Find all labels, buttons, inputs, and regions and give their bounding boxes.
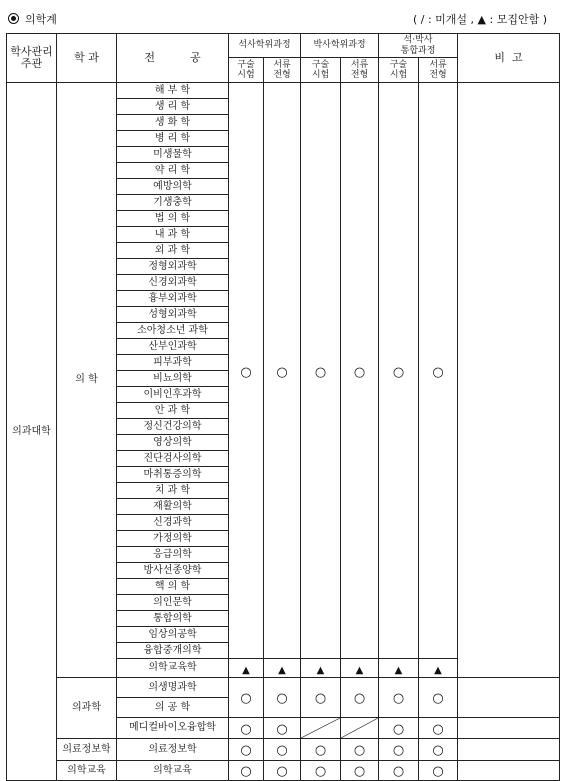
major-cell: 재활의학 [117,499,229,515]
header-doc: 서류 전형 [419,58,458,83]
major-cell: 이비인후과학 [117,387,229,403]
mark-cell [419,677,458,717]
major-cell: 내 과 학 [117,227,229,243]
major-cell: 응급의학 [117,547,229,563]
major-cell: 법 의 학 [117,211,229,227]
major-cell: 외 과 학 [117,243,229,259]
open-mark: ○ [276,764,288,780]
mark-cell [341,738,379,760]
major-cell: 의인문학 [117,595,229,611]
dept-mededu: 의학교육 [57,760,117,780]
mark-cell [379,760,419,780]
major-cell: 신경과학 [117,515,229,531]
header-dept: 학 과 [57,34,117,83]
open-mark: ○ [240,364,252,380]
mark-cell [264,717,301,738]
open-mark: ○ [432,364,444,380]
header-integrated: 석·박사 통합과정 [379,34,458,58]
mark-cell [379,677,419,717]
not-recruiting-mark: ▲ [242,665,250,676]
header-masters: 석사학위과정 [229,34,301,58]
open-mark: ○ [392,764,405,780]
major-cell: 생 화 학 [117,115,229,131]
slash-icon [341,718,378,738]
header-doc: 서류 전형 [341,58,379,83]
open-mark: ○ [276,691,288,707]
page-heading [8,8,557,28]
note-cell [458,677,560,717]
note-cell [458,717,560,738]
mark-cell [229,738,264,760]
major-cell: 진단검사의학 [117,451,229,467]
mark-cell [341,677,379,717]
section-title-text: 의학계 [25,13,57,26]
mark-cell [341,659,379,678]
header-oral: 구술 시험 [229,58,264,83]
major-cell: 의학교육 [117,760,229,780]
not-recruiting-mark: ▲ [278,665,286,676]
major-cell: 가정의학 [117,531,229,547]
mark-cell [379,83,419,659]
major-cell: 피부과학 [117,355,229,371]
mark-cell [341,83,379,659]
major-cell: 예방의학 [117,179,229,195]
college-cell: 의과대학 [7,83,57,781]
mark-cell [301,677,341,717]
mark-cell [264,659,301,678]
dept-medsci: 의과학 [57,677,117,738]
not-offered-cell [341,717,379,738]
not-recruiting-mark: ▲ [355,665,364,676]
open-mark: ○ [432,691,444,707]
open-mark: ○ [240,691,252,707]
mark-cell [229,677,264,717]
mark-cell [419,760,458,780]
major-cell: 약 리 학 [117,163,229,179]
major-cell: 소아청소년 과학 [117,323,229,339]
major-cell: 마취통증의학 [117,467,229,483]
mark-cell [229,83,264,659]
open-mark: ○ [392,721,405,737]
major-cell: 정신건강의학 [117,419,229,435]
open-mark: ○ [432,721,444,737]
open-mark: ○ [353,743,366,759]
open-mark: ○ [240,721,252,737]
header-admin: 학사관리 주관 [7,34,57,83]
open-mark: ○ [276,364,288,380]
not-recruiting-mark: ▲ [434,665,442,676]
not-recruiting-mark: ▲ [394,665,403,676]
mark-cell [419,717,458,738]
open-mark: ○ [353,364,366,380]
mark-cell [264,677,301,717]
mark-cell [301,659,341,678]
open-mark: ○ [276,721,288,737]
admission-table [6,33,560,781]
major-cell: 흉부외과학 [117,291,229,307]
open-mark: ○ [314,364,327,380]
note-cell [458,738,560,760]
mark-cell [301,738,341,760]
open-mark: ○ [314,743,327,759]
major-cell: 융합중개의학 [117,643,229,659]
mark-cell [379,717,419,738]
major-cell: 핵 의 학 [117,579,229,595]
open-mark: ○ [353,691,366,707]
major-cell: 해 부 학 [117,83,229,99]
major-cell: 메디컬바이오융합학 [117,717,229,738]
mark-cell [419,659,458,678]
not-recruiting-mark: ▲ [316,665,325,676]
major-cell: 의생명과학 [117,677,229,697]
major-cell: 성형외과학 [117,307,229,323]
major-cell: 미생물학 [117,147,229,163]
mark-cell [264,738,301,760]
mark-cell [264,83,301,659]
open-mark: ○ [276,743,288,759]
major-cell: 방사선종양학 [117,563,229,579]
mark-cell [341,760,379,780]
mark-cell [301,760,341,780]
major-cell: 신경외과학 [117,275,229,291]
open-mark: ○ [392,691,405,707]
mark-cell [229,659,264,678]
section-title [8,11,57,27]
major-cell: 병 리 학 [117,131,229,147]
mark-cell [264,760,301,780]
dept-medinfo: 의료정보학 [57,738,117,760]
not-offered-cell [301,717,341,738]
mark-cell [379,659,419,678]
mark-cell [419,83,458,659]
open-mark: ○ [432,743,444,759]
major-cell: 의 공 학 [117,697,229,717]
note-cell [458,760,560,780]
major-cell: 생 리 학 [117,99,229,115]
header-oral: 구술 시험 [301,58,341,83]
major-cell: 안 과 학 [117,403,229,419]
mark-cell [379,738,419,760]
dept-medicine: 의 학 [57,83,117,678]
mark-cell [229,760,264,780]
header-note: 비 고 [458,34,560,83]
major-cell: 영상의학 [117,435,229,451]
legend: ( / : 미개설 , ▲ : 모집안함 ) [412,13,547,26]
major-cell: 정형외과학 [117,259,229,275]
major-cell: 비뇨의학 [117,371,229,387]
major-cell: 임상의공학 [117,627,229,643]
open-mark: ○ [240,764,252,780]
header-doctoral: 박사학위과정 [301,34,379,58]
open-mark: ○ [392,743,405,759]
mark-cell [419,738,458,760]
open-mark: ○ [314,691,327,707]
open-mark: ○ [353,764,366,780]
mark-cell [229,717,264,738]
note-cell [458,83,560,678]
open-mark: ○ [314,764,327,780]
open-mark: ○ [432,764,444,780]
open-mark: ○ [392,364,405,380]
major-cell: 산부인과학 [117,339,229,355]
header-major: 전 공 [117,34,229,83]
slash-icon [301,718,340,738]
major-cell: 치 과 학 [117,483,229,499]
major-cell: 통합의학 [117,611,229,627]
header-oral: 구술 시험 [379,58,419,83]
header-doc: 서류 전형 [264,58,301,83]
major-cell: 의료정보학 [117,738,229,760]
mark-cell [301,83,341,659]
open-mark: ○ [240,743,252,759]
major-cell: 의학교육학 [117,659,229,678]
bullet-icon [8,13,19,24]
major-cell: 기생충학 [117,195,229,211]
